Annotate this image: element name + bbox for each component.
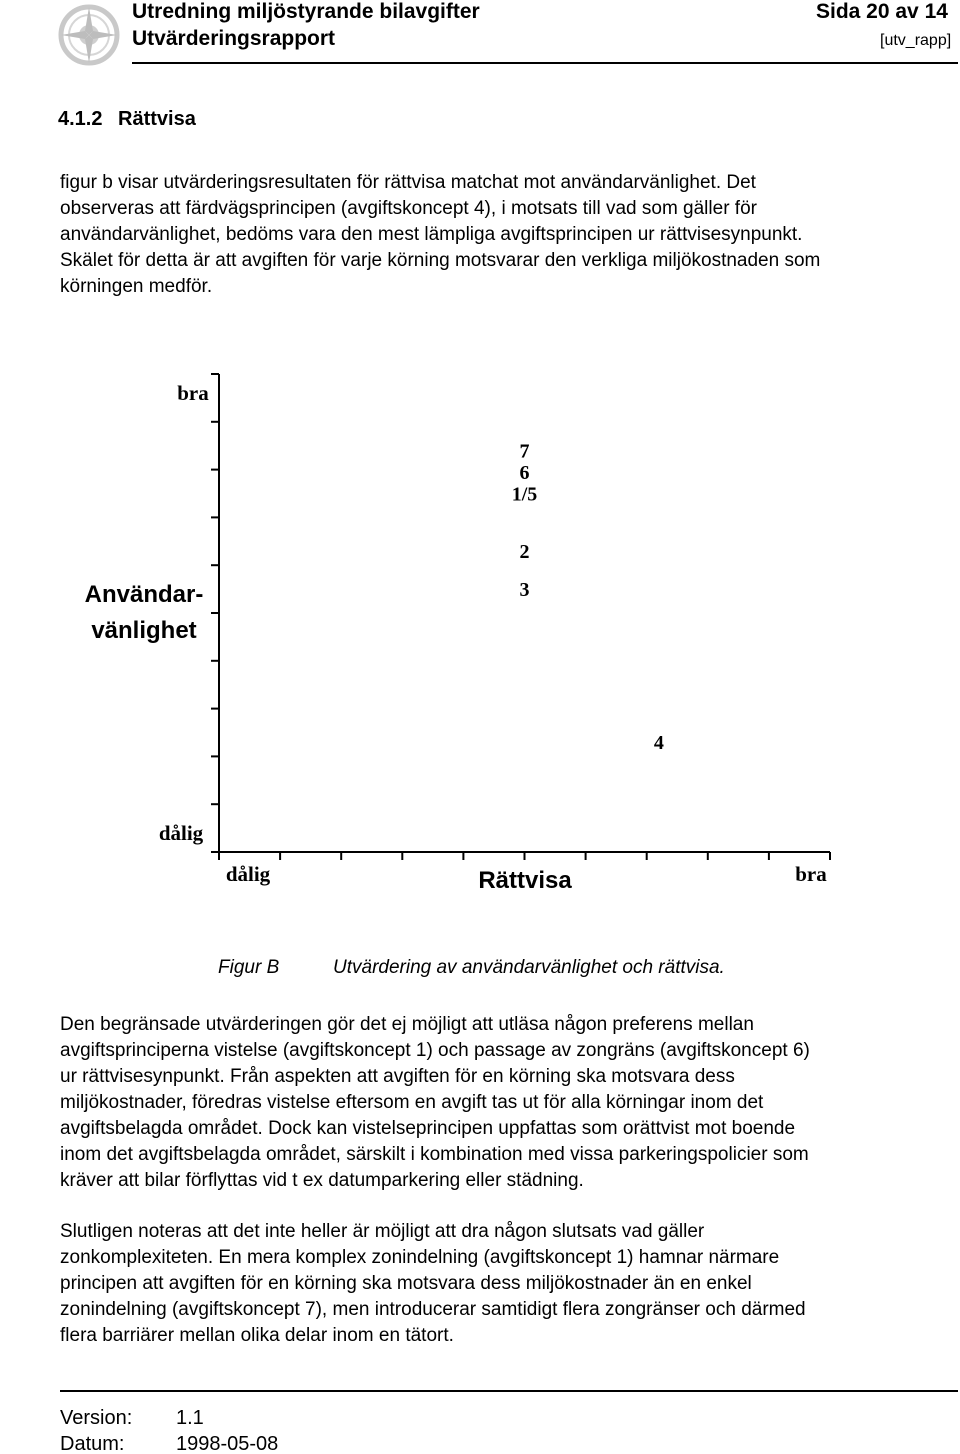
x-axis-label: Rättvisa xyxy=(478,867,572,894)
section-title: Rättvisa xyxy=(118,108,196,130)
body-paragraph-1: Den begränsade utvärderingen gör det ej möjligt att utläsa någon preferens mellan avgiftsprinciperna vistelse (avgiftskoncept 1) och passage av zongräns (avgiftskoncept 6) ur rättvisesynpunkt. Från aspekten att avgiften för en körning ska motsvara dess miljökostnader, föredras vistelse eftersom en avgift tas ut för alla körningar inom det avgiftsbelagda området. Dock kan vistelseprincipen uppfattas som orättvist mot boende inom det avgiftsbelagda området, särskilt i kombination med vissa parkeringspolicier som kräver att bilar förflyttas vid t ex datumparkering eller städning. xyxy=(60,1014,810,1191)
document-reference: [utv_rapp] xyxy=(880,32,952,49)
date-value: 1998-05-08 xyxy=(176,1433,279,1454)
y-low-label: dålig xyxy=(158,821,204,845)
x-low-label: dålig xyxy=(225,862,271,886)
y-axis-label-line2: vänlighet xyxy=(91,617,197,644)
y-high-label: bra xyxy=(177,381,209,405)
y-axis-label-line1: Användar- xyxy=(84,581,204,608)
version-value: 1.1 xyxy=(176,1407,204,1429)
intro-paragraph: figur b visar utvärderingsresultaten för rättvisa matchat mot användarvänlighet. Det observeras att färdvägsprincipen (avgiftskoncept 4), i motsats till vad som gäller för användarvänlighet, bedöms vara den mest lämpliga avgiftsprincipen ur rättvisesynpunkt. Skälet för detta är att avgiften för varje körning motsvarar den verkliga miljökostnaden som körningen medför. xyxy=(60,172,821,297)
section-number: 4.1.2 xyxy=(58,108,103,130)
data-point-label: 3 xyxy=(519,579,530,602)
data-point-label: 1/5 xyxy=(511,483,538,506)
x-high-label: bra xyxy=(795,862,827,886)
figure-label: Figur B xyxy=(218,957,280,978)
date-label: Datum: xyxy=(60,1433,125,1454)
version-label: Version: xyxy=(60,1407,133,1429)
data-point-label: 7 xyxy=(519,440,530,463)
data-point-label: 6 xyxy=(519,461,530,484)
body-paragraph-2: Slutligen noteras att det inte heller är möjligt att dra någon slutsats vad gäller zonkomplexiteten. En mera komplex zonindelning (avgiftskoncept 1) hamnar närmare principen att avgiften för en körning ska motsvara dess miljökostnader än en enkel zonindelning (avgiftskoncept 7), men introducerar samtidigt flera zongränser och därmed flera barriärer mellan olika delar inom en tätort. xyxy=(60,1221,806,1346)
x-axis-ticks xyxy=(219,852,830,860)
page-number: Sida 20 av 14 xyxy=(816,0,948,23)
data-point-label: 2 xyxy=(519,540,530,563)
header-rule xyxy=(132,62,958,64)
y-axis-ticks xyxy=(211,374,219,852)
document-subtitle: Utvärderingsrapport xyxy=(132,27,336,50)
data-point-label: 4 xyxy=(653,732,664,755)
figure-caption: Utvärdering av användarvänlighet och rättvisa. xyxy=(333,957,725,978)
evaluation-chart xyxy=(0,360,960,920)
compass-rose-logo-icon xyxy=(58,4,120,66)
data-points xyxy=(512,440,664,754)
footer-rule xyxy=(60,1390,958,1392)
document-title: Utredning miljöstyrande bilavgifter xyxy=(132,0,480,23)
